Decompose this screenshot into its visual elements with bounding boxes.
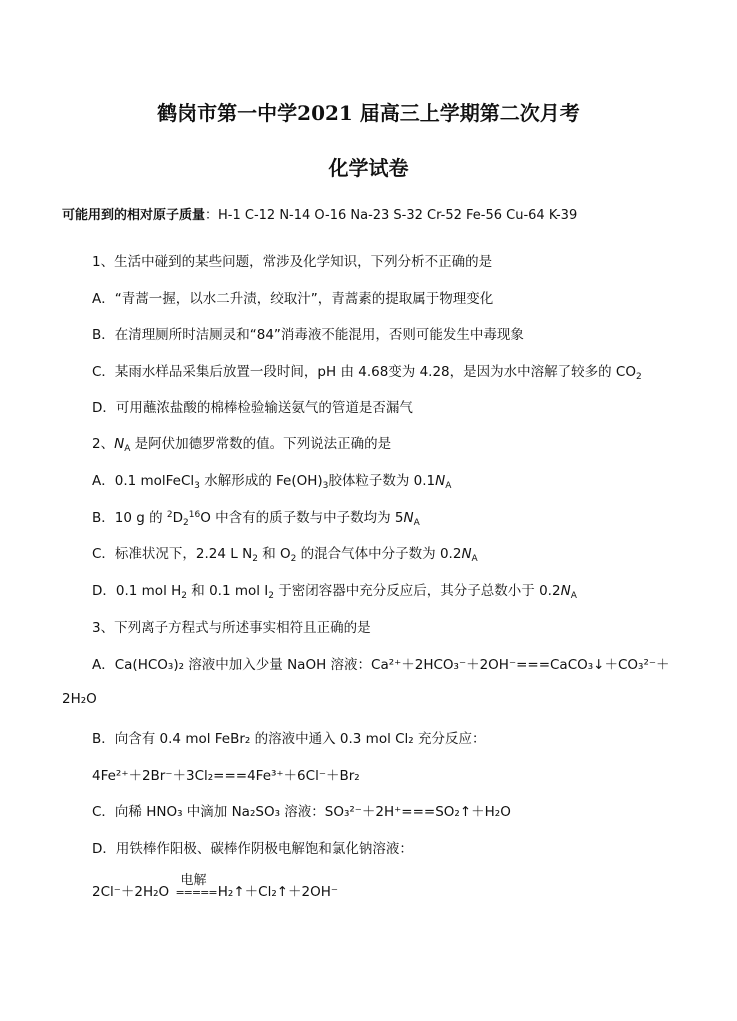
page-title: 鹤岗市第一中学2021 届高三上学期第二次月考 xyxy=(157,101,580,125)
question-1-option-c xyxy=(92,360,642,382)
na-symbol: N xyxy=(461,546,472,562)
question-1-option-d: D．可用蘸浓盐酸的棉棒检验输送氨气的管道是否漏气 xyxy=(92,400,413,416)
q2-num: 2、 xyxy=(92,436,115,452)
question-3-option-a-line2: 2H₂O xyxy=(62,691,97,707)
question-3-option-b-line1: B．向含有 0.4 mol FeBr₂ 的溶液中通入 0.3 mol Cl₂ 充分反应： xyxy=(92,731,486,747)
question-2-option-c xyxy=(92,542,478,564)
q2-a-3: 胶体粒子数为 0.1 xyxy=(328,473,436,489)
q2-b-1: B．10 g 的 xyxy=(92,510,167,526)
atomic-mass-line xyxy=(62,204,577,223)
question-2-option-b xyxy=(92,506,420,528)
q1-c-text: C．某雨水样品采集后放置一段时间，pH 由 4.68变为 4.28，是因为水中溶解了较多的 CO xyxy=(92,364,636,380)
question-3-option-d-line1: D．用铁棒作阳极、碳棒作阴极电解饱和氯化钠溶液： xyxy=(92,841,413,857)
atomic-mass-label: 可能用到的相对原子质量 xyxy=(62,208,206,223)
question-2-option-d xyxy=(92,579,577,601)
question-3-option-a-line1: A．Ca(HCO₃)₂ 溶液中加入少量 NaOH 溶液：Ca²⁺＋2HCO₃⁻＋2OH⁻===CaCO₃↓＋CO₃²⁻＋ xyxy=(92,657,670,673)
electrolysis-bar: ===== xyxy=(175,886,217,899)
question-1-option-b: B．在清理厕所时洁厕灵和“84”消毒液不能混用，否则可能发生中毒现象 xyxy=(92,327,524,343)
na-sub: A xyxy=(471,554,478,564)
q2-b-sup2: 16 xyxy=(188,510,201,520)
q2-d-1: D．0.1 mol H xyxy=(92,583,182,599)
q2-b-2: D xyxy=(172,510,184,526)
q2-c-1: C．标准状况下，2.24 L N xyxy=(92,546,253,562)
q1-c-sub: 2 xyxy=(635,372,642,382)
q2-c-sub2: 2 xyxy=(290,554,297,564)
na-sub: A xyxy=(413,518,420,528)
q2-a-sub2: 3 xyxy=(322,481,329,491)
na-symbol: N xyxy=(403,510,414,526)
na-sub: A xyxy=(445,481,452,491)
question-3-option-d-line2 xyxy=(92,873,339,900)
q2-b-sup: 2 xyxy=(166,510,173,520)
electrolysis-arrow xyxy=(175,873,217,900)
atomic-mass-values: ：H-1 C-12 N-14 O-16 Na-23 S-32 Cr-52 Fe-56 Cu-64 K-39 xyxy=(205,208,578,223)
q2-b-3: O 中含有的质子数与中子数均为 5 xyxy=(200,510,404,526)
q2-b-sub: 2 xyxy=(183,518,189,528)
q2-d-2: 和 0.1 mol I xyxy=(187,583,269,599)
q2-a-2: 水解形成的 Fe(OH) xyxy=(199,473,323,489)
q2-stem-text: 是阿伏加德罗常数的值。下列说法正确的是 xyxy=(130,436,392,452)
question-2-option-a xyxy=(92,469,451,491)
na-symbol: N xyxy=(435,473,446,489)
question-1-option-a: A．“青蒿一握，以水二升渍，绞取汁”，青蒿素的提取属于物理变化 xyxy=(92,291,494,307)
q2-c-2: 和 O xyxy=(257,546,291,562)
question-2-stem xyxy=(92,432,391,454)
electrolysis-left: 2Cl⁻＋2H₂O xyxy=(92,884,170,900)
q2-a-1: A．0.1 molFeCl xyxy=(92,473,195,489)
na-symbol: N xyxy=(114,436,125,452)
q2-a-sub1: 3 xyxy=(194,481,200,491)
q2-d-sub1: 2 xyxy=(181,591,187,601)
na-sub: A xyxy=(124,444,131,454)
question-3-option-b-line2: 4Fe²⁺＋2Br⁻＋3Cl₂===4Fe³⁺＋6Cl⁻＋Br₂ xyxy=(92,768,360,784)
question-1-stem: 1、生活中碰到的某些问题，常涉及化学知识，下列分析不正确的是 xyxy=(92,254,493,270)
page-subtitle: 化学试卷 xyxy=(328,156,409,180)
question-3-option-c: C．向稀 HNO₃ 中滴加 Na₂SO₃ 溶液：SO₃²⁻＋2H⁺===SO₂↑＋H₂O xyxy=(92,804,511,820)
electrolysis-condition: 电解 xyxy=(180,873,207,888)
na-sub: A xyxy=(570,591,577,601)
q2-d-sub2: 2 xyxy=(268,591,275,601)
q2-d-3: 于密闭容器中充分反应后，其分子总数小于 0.2 xyxy=(274,583,561,599)
q2-c-sub1: 2 xyxy=(252,554,258,564)
electrolysis-right: H₂↑＋Cl₂↑＋2OH⁻ xyxy=(217,884,339,900)
q2-c-3: 的混合气体中分子数为 0.2 xyxy=(296,546,462,562)
na-symbol: N xyxy=(560,583,571,599)
question-3-stem: 3、下列离子方程式与所述事实相符且正确的是 xyxy=(92,620,371,636)
